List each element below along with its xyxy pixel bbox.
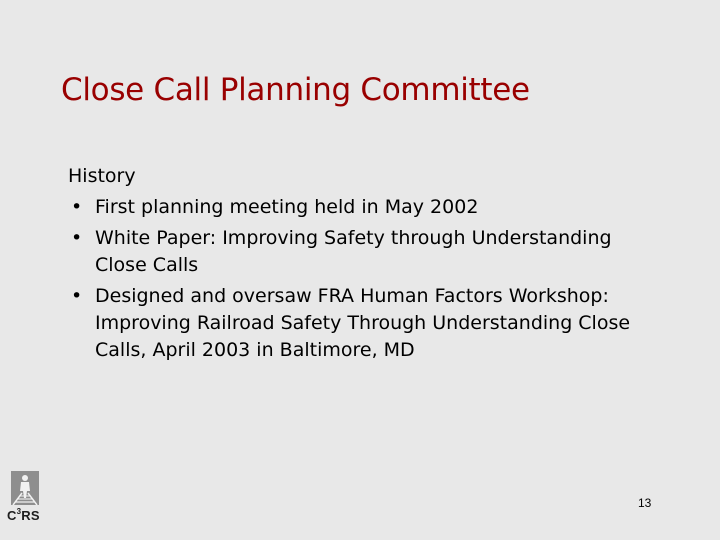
bullet-marker: • (71, 285, 83, 307)
c3rs-logo (7, 471, 43, 523)
bullet-item (68, 281, 708, 366)
bullet-item (68, 192, 708, 223)
bullet-text-continuation: Calls, April 2003 in Baltimore, MD (95, 339, 415, 361)
slide-body (68, 161, 708, 366)
bullet-text-continuation: Close Calls (95, 254, 199, 276)
logo-text: $C^3RS$ (7, 507, 40, 523)
bullet-item (68, 223, 708, 281)
bullet-list (68, 192, 708, 366)
bullet-text: First planning meeting held in May 2002 (95, 196, 479, 218)
section-heading: History (68, 165, 136, 187)
bullet-text-continuation: Improving Railroad Safety Through Understanding Close (95, 312, 631, 334)
bullet-marker: • (71, 196, 83, 218)
page-number: 13 (638, 496, 652, 510)
bullet-text: White Paper: Improving Safety through Understanding (95, 227, 612, 249)
slide-title: Close Call Planning Committee (61, 72, 530, 108)
bullet-text: Designed and oversaw FRA Human Factors Workshop: (95, 285, 609, 307)
bullet-marker: • (71, 227, 83, 249)
railroad-track-person-icon (11, 471, 39, 505)
